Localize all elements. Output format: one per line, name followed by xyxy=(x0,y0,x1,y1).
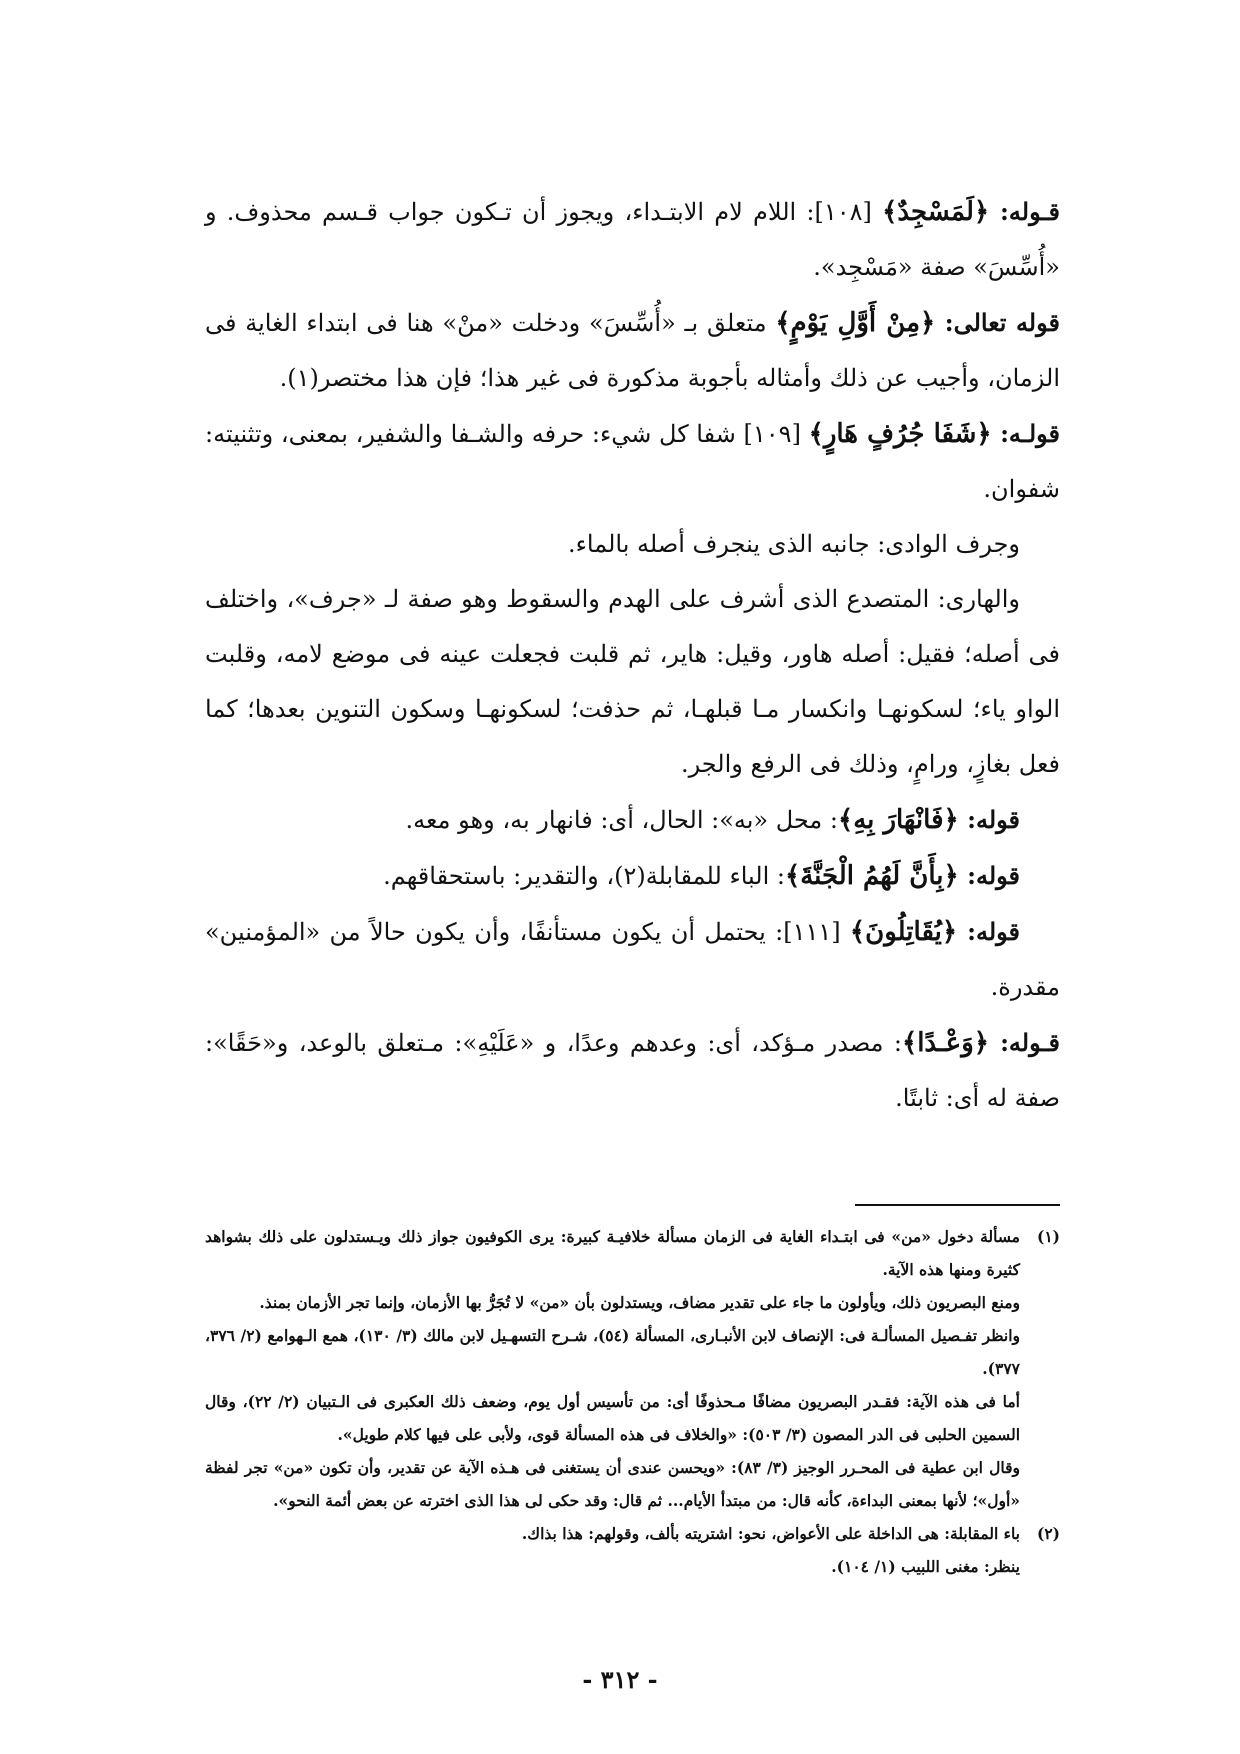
paragraph-text: متعلق بـ «أُسِّسَ» ودخلت «منْ» هنا فى ابتداء الغاية فى الزمان، وأجيب عن ذلك وأمثاله بأجوبة مذكورة فى غير هذا؛ فإن هذا مختصر(١). xyxy=(205,309,1060,392)
quran-quote: ﴿لَمَسْجِدٌ﴾ xyxy=(882,197,990,227)
entry-label: قولـه: xyxy=(991,419,1061,448)
paragraph xyxy=(205,792,1060,848)
paragraph-text: : مصدر مـؤكد، أى: وعدهم وعدًا، و «عَلَيْهِ»: مـتعلق بالوعد، و«حَقًا»: صفة له أى: ثابتًا. xyxy=(205,1029,1060,1112)
quran-quote: ﴿وَعْـدًا﴾ xyxy=(901,1028,989,1058)
paragraph xyxy=(205,295,1060,406)
footnote-line: ومنع البصريون ذلك، ويأولون ما جاء على تقدير مضاف، ويستدلون بأن «من» لا تُجَرُّ بها الأزمان، وإنما تجر الأزمان بمنذ. xyxy=(259,1293,1020,1312)
entry-label: قوله: xyxy=(957,917,1021,946)
paragraph-text: [١٠٩] شفا كل شيء: حرفه والشـفا والشفير، بمعنى، وتثنيته: شفوان. xyxy=(205,420,1060,503)
footnote-number: (١) xyxy=(1036,1227,1060,1246)
footnote-separator xyxy=(855,1204,1060,1206)
paragraph-text: : الباء للمقابلة(٢)، والتقدير: باستحقاقهم. xyxy=(383,862,785,890)
entry-label: قوله: xyxy=(958,805,1020,834)
paragraph-text: والهارى: المتصدع الذى أشرف على الهدم والسقوط وهو صفة لـ «جرف»، واختلف فى أصله؛ فقيل: أصله هاور، وقيل: هاير، ثم قلبت فجعلت عينه فى موضع لامه، وقلبت الواو ياء؛ لسكونهـا وانكسار مـا قبلهـا، ثم حذفت؛ لسكونهـا وسكون التنوين بعدها؛ كما فعل بغازٍ، ورامٍ، وذلك فى الرفع والجر. xyxy=(205,585,1060,778)
footnote-line: باء المقابلة: هى الداخلة على الأعواض، نحو: اشتريته بألف، وقولهم: هذا بذاك. xyxy=(521,1524,1020,1543)
quran-quote: ﴿يُقَاتِلُونَ﴾ xyxy=(849,917,958,947)
paragraph xyxy=(205,184,1060,295)
footnote-line: أما فى هذه الآية: فقـدر البصريون مضافًا مـحذوفًا أى: من تأسيس أول يوم، وضعف ذلك العكبرى فى الـتبيان (٢/ ٢٢)، وقال السمين الحلبى فى الدر المصون (٣/ ٥٠٣): «والخلاف فى هذه المسألة قوى، ولأبى على فيها كلام طويل». xyxy=(205,1392,1020,1444)
entry-label: قـوله: xyxy=(988,1028,1061,1057)
quran-quote: ﴿فَانْهَارَ بِهِ﴾ xyxy=(837,805,959,835)
paragraph xyxy=(205,572,1060,792)
paragraph-text: : محل «به»: الحال، أى: فانهار به، وهو معه. xyxy=(405,806,838,834)
entry-label: قوله: xyxy=(958,861,1020,890)
entry-label: قـوله: xyxy=(989,197,1060,226)
footnotes xyxy=(205,1220,1060,1583)
footnote-2 xyxy=(205,1517,1060,1583)
paragraph xyxy=(205,848,1060,904)
footnote-line: وقال ابن عطية فى المحـرر الوجيز (٣/ ٨٣): «ويحسن عندى أن يستغنى فى هـذه الآية عن تقدير، وأن تكون «من» تجر لفظة «أول»؛ لأنها بمعنى البداءة، كأنه قال: من مبتدأ الأيام... ثم قال: وقد حكى لى هذا الذى اخترته عن بعض أئمة النحو». xyxy=(205,1458,1020,1510)
entry-label: قوله تعالى: xyxy=(935,308,1060,337)
main-text xyxy=(205,184,1060,1126)
paragraph xyxy=(205,1015,1060,1126)
paragraph xyxy=(205,517,1060,572)
paragraph xyxy=(205,406,1060,517)
page-number: - ٣١٢ - xyxy=(582,1665,658,1694)
footnote-line: ينظر: مغنى اللبيب (١/ ١٠٤). xyxy=(831,1557,1020,1576)
footnote-line: وانظر تفـصيل المسألـة فى: الإنصاف لابن الأنبـارى، المسألة (٥٤)، شـرح التسهـيل لابن مالك (٣/ ١٣٠)، همع الـهوامع (٢/ ٣٧٦، ٣٧٧). xyxy=(205,1326,1020,1378)
footnote-line: مسألة دخول «من» فى ابتـداء الغاية فى الزمان مسألة خلافيـة كبيرة: يرى الكوفيون جواز ذلك ويـستدلون على ذلك بشواهد كثيرة ومنها هذه الآية. xyxy=(205,1227,1020,1279)
paragraph-text: [١٠٨]: اللام لام الابتـداء، ويجوز أن تـكون جواب قـسم محذوف. و «أُسِّسَ» صفة «مَسْجِد». xyxy=(205,198,1060,281)
paragraph-text: وجرف الوادى: جانبه الذى ينجرف أصله بالماء. xyxy=(567,530,1020,558)
paragraph xyxy=(205,904,1060,1015)
footnote-1 xyxy=(205,1220,1060,1517)
quran-quote: ﴿شَفَا جُرُفٍ هَارٍ﴾ xyxy=(808,419,992,449)
quran-quote: ﴿مِنْ أَوَّلِ يَوْمٍ﴾ xyxy=(775,308,936,338)
paragraph-text: [١١١]: يحتمل أن يكون مستأنفًا، وأن يكون حالاً من «المؤمنين» مقدرة. xyxy=(205,918,1060,1001)
quran-quote: ﴿بِأَنَّ لَهُمُ الْجَنَّةَ﴾ xyxy=(784,861,959,891)
footnote-number: (٢) xyxy=(1036,1524,1060,1543)
footnote-text xyxy=(205,1220,1020,1517)
footnote-text xyxy=(205,1517,1020,1583)
